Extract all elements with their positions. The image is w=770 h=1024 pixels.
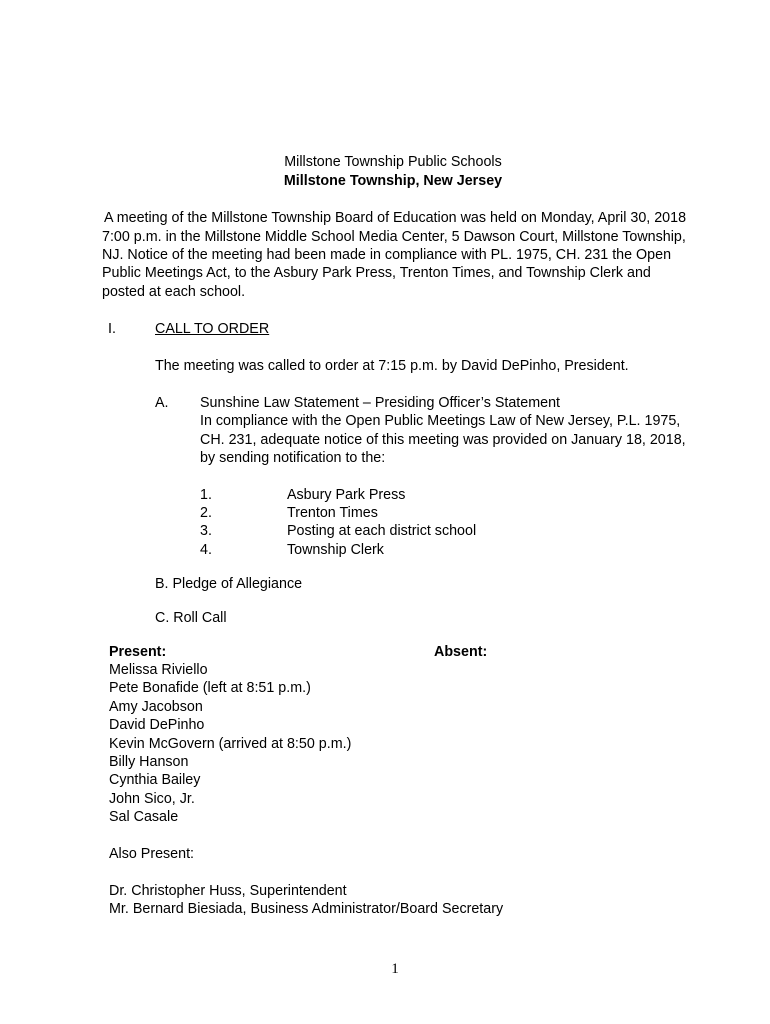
intro-line-2: 7:00 p.m. in the Millstone Middle School Media Center, 5 Dawson Court, Millstone Township, xyxy=(102,229,686,245)
present-member: Cynthia Bailey xyxy=(109,772,201,788)
notification-text: Asbury Park Press xyxy=(287,487,406,503)
notification-text: Posting at each district school xyxy=(287,523,477,539)
page-number: 1 xyxy=(391,961,399,977)
item-a-letter: A. xyxy=(155,395,169,411)
item-c-roll-call: C. Roll Call xyxy=(155,610,227,626)
present-member: Melissa Riviello xyxy=(109,662,208,678)
notification-num: 2. xyxy=(200,505,212,521)
present-member: Sal Casale xyxy=(109,809,179,825)
notification-num: 1. xyxy=(200,487,212,503)
section-title: CALL TO ORDER xyxy=(155,321,270,337)
item-a-line-3: by sending notification to the: xyxy=(200,450,386,466)
also-present-label: Also Present: xyxy=(109,846,195,862)
item-a-line-2: CH. 231, adequate notice of this meeting was provided on January 18, 2018, xyxy=(200,432,686,448)
notification-text: Township Clerk xyxy=(287,542,384,558)
item-a-title: Sunshine Law Statement – Presiding Officer’s Statement xyxy=(200,395,561,411)
call-to-order-text: The meeting was called to order at 7:15 p.m. by David DePinho, President. xyxy=(155,358,629,374)
present-member: Amy Jacobson xyxy=(109,699,203,715)
notification-text: Trenton Times xyxy=(287,505,378,521)
present-member: Billy Hanson xyxy=(109,754,189,770)
intro-line-4: Public Meetings Act, to the Asbury Park Press, Trenton Times, and Township Clerk and xyxy=(102,265,651,281)
township-title: Millstone Township, New Jersey xyxy=(283,173,503,189)
also-present-member: Dr. Christopher Huss, Superintendent xyxy=(109,883,347,899)
notification-num: 3. xyxy=(200,523,212,539)
section-numeral: I. xyxy=(108,321,116,337)
intro-line-3: NJ. Notice of the meeting had been made in compliance with PL. 1975, CH. 231 the Open xyxy=(102,247,672,263)
present-member: Pete Bonafide (left at 8:51 p.m.) xyxy=(109,680,311,696)
intro-line-5: posted at each school. xyxy=(102,284,246,300)
present-member: John Sico, Jr. xyxy=(109,791,195,807)
school-name: Millstone Township Public Schools xyxy=(284,154,502,170)
item-a-line-1: In compliance with the Open Public Meetings Law of New Jersey, P.L. 1975, xyxy=(200,413,681,429)
absent-label: Absent: xyxy=(434,644,488,660)
item-b-pledge: B. Pledge of Allegiance xyxy=(155,576,303,592)
present-member: David DePinho xyxy=(109,717,205,733)
intro-line-1: A meeting of the Millstone Township Board of Education was held on Monday, April 30, 2018 xyxy=(104,210,687,226)
present-label: Present: xyxy=(109,644,167,660)
notification-num: 4. xyxy=(200,542,212,558)
also-present-member: Mr. Bernard Biesiada, Business Administrator/Board Secretary xyxy=(109,901,504,917)
present-member: Kevin McGovern (arrived at 8:50 p.m.) xyxy=(109,736,352,752)
